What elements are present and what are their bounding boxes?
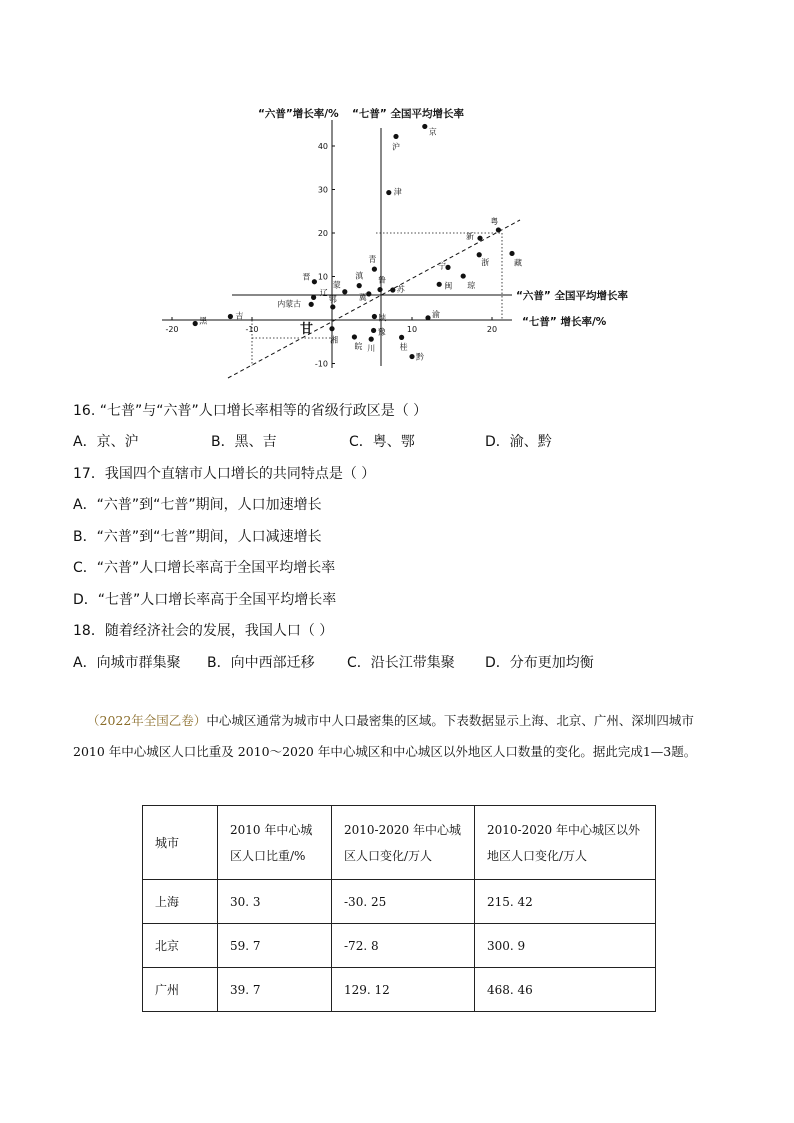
q17-option-c[interactable]: C．“六普”人口增长率高于全国平均增长率 <box>73 560 336 576</box>
table-cell: -30. 25 <box>332 880 475 924</box>
data-point <box>342 289 347 294</box>
y-tick-label: 10 <box>317 272 328 282</box>
x-tick-label: 20 <box>486 325 498 334</box>
passage <box>73 705 723 767</box>
data-point <box>445 265 450 270</box>
data-point-label: 鄂 <box>328 294 337 304</box>
header-line: 区人口变化/万人 <box>344 848 433 863</box>
data-point <box>228 314 233 319</box>
header-line: 2010 年中心城 <box>230 822 313 837</box>
passage-source: （2022年全国乙卷） <box>87 713 207 728</box>
q18-option-d[interactable]: D．分布更加均衡 <box>485 655 594 671</box>
data-point-label: 青 <box>368 255 377 265</box>
y-tick-label: 20 <box>317 229 328 238</box>
table-row <box>143 968 656 1012</box>
origin-label: 甘 <box>300 322 314 337</box>
data-point <box>477 236 482 241</box>
table-cell: 广州 <box>143 968 218 1012</box>
q17-option-d[interactable]: D．“七普”人口增长率高于全国平均增长率 <box>73 592 337 608</box>
data-point-label: 琼 <box>467 281 476 291</box>
urban-population-table <box>142 805 656 1012</box>
data-point-label: 桂 <box>399 342 408 352</box>
table-header-row <box>143 806 656 880</box>
data-point-label: 陕 <box>378 313 387 323</box>
y-tick-label: -10 <box>314 359 328 369</box>
data-point-label: 粤 <box>490 216 499 226</box>
y-axis-label: “六普”增长率/% <box>258 108 339 120</box>
table-row <box>143 880 656 924</box>
data-point-label: 京 <box>428 127 437 137</box>
data-point <box>193 321 198 326</box>
question-18-stem: 18．随着经济社会的发展，我国人口（ ） <box>73 623 334 639</box>
data-point-label: 豫 <box>377 327 386 337</box>
data-point-label: 黑 <box>199 316 208 326</box>
data-point <box>330 304 335 309</box>
equal-growth-dashed-line <box>228 220 520 378</box>
data-point-label: 皖 <box>354 341 363 351</box>
q17-option-b[interactable]: B．“六普”到“七普”期间，人口减速增长 <box>73 529 322 545</box>
x-tick-label: -20 <box>165 325 179 334</box>
data-point <box>369 337 374 342</box>
table-cell: 上海 <box>143 880 218 924</box>
q16-option-c[interactable]: C．粤、鄂 <box>349 434 415 450</box>
data-point-label: 黔 <box>416 352 424 362</box>
data-point-label: 蒙 <box>332 280 341 290</box>
data-point <box>386 190 391 195</box>
data-point <box>390 287 395 292</box>
q18-option-a[interactable]: A．向城市群集聚 <box>73 655 181 671</box>
data-point <box>422 124 427 129</box>
data-point-label: 吉 <box>235 311 244 321</box>
data-point <box>352 334 357 339</box>
x-tick-label: 10 <box>406 325 418 334</box>
data-point-label: 藏 <box>514 258 522 268</box>
data-point-label: 辽 <box>319 288 328 298</box>
data-point-label: 新 <box>466 232 474 242</box>
data-point-label: 冀 <box>358 292 367 302</box>
data-point-label: 川 <box>367 344 376 354</box>
table-cell: 468. 46 <box>475 968 656 1012</box>
q16-option-a[interactable]: A．京、沪 <box>73 434 139 450</box>
data-point <box>409 354 414 359</box>
data-point <box>509 251 514 256</box>
table-cell: 215. 42 <box>475 880 656 924</box>
data-point <box>366 291 371 296</box>
y-tick-label: 40 <box>317 142 328 151</box>
table-cell: 300. 9 <box>475 924 656 968</box>
q18-option-b[interactable]: B．向中西部迁移 <box>207 655 315 671</box>
data-point-label: 苏 <box>396 284 405 294</box>
table-header-cell <box>218 806 332 880</box>
x-axis-label: “七普” 增长率/% <box>522 316 607 328</box>
y-tick-label: 30 <box>317 185 328 195</box>
table-header-cell <box>475 806 656 880</box>
data-point <box>393 134 398 139</box>
data-point-label: 滇 <box>355 271 364 281</box>
data-point-label: 渝 <box>432 309 440 319</box>
data-point <box>311 295 316 300</box>
header-line: 2010-2020 年中心城 <box>344 822 461 837</box>
table-cell: 30. 3 <box>218 880 332 924</box>
question-17-stem: 17．我国四个直辖市人口增长的共同特点是（ ） <box>73 466 376 482</box>
data-point-label: 沪 <box>392 142 400 152</box>
chart-svg <box>150 100 650 385</box>
table-cell: 39. 7 <box>218 968 332 1012</box>
data-point <box>437 282 442 287</box>
data-point <box>477 252 482 257</box>
data-point <box>357 283 362 288</box>
data-point-label: 宁 <box>438 261 446 271</box>
data-point <box>372 267 377 272</box>
data-point-label: 内蒙古 <box>277 299 302 309</box>
header-line: 城市 <box>155 835 180 850</box>
x-tick-label: -10 <box>245 325 259 334</box>
data-point-label: 津 <box>393 187 402 197</box>
table-cell: 北京 <box>143 924 218 968</box>
header-line: 区人口比重/% <box>230 848 306 863</box>
q18-option-c[interactable]: C．沿长江带集聚 <box>347 655 455 671</box>
table-cell: 59. 7 <box>218 924 332 968</box>
data-point <box>309 302 314 307</box>
data-point-label: 晋 <box>302 272 311 282</box>
data-point <box>371 328 376 333</box>
data-point <box>461 273 466 278</box>
sixth-avg-label: “六普” 全国平均增长率 <box>516 290 628 302</box>
q16-option-b[interactable]: B．黑、吉 <box>211 434 277 450</box>
data-point-label: 闽 <box>444 281 453 291</box>
q17-option-a[interactable]: A．“六普”到“七普”期间，人口加速增长 <box>73 497 322 513</box>
data-point <box>372 314 377 319</box>
data-point <box>377 287 382 292</box>
table-header-cell <box>332 806 475 880</box>
table-row <box>143 924 656 968</box>
passage-text: 中心城区通常为城市中人口最密集的区域。下表数据显示上海、北京、广州、深圳四城市 2010 年中心城区人口比重及 2010～2020 年中心城区和中心城区以外地区人口数量的变化。据此完成1—3题。 <box>73 713 697 759</box>
table-cell: 129. 12 <box>332 968 475 1012</box>
data-point <box>312 279 317 284</box>
data-point <box>399 335 404 340</box>
table-header-cell <box>143 806 218 880</box>
table-cell: -72. 8 <box>332 924 475 968</box>
question-16-stem: 16. “七普”与“六普”人口增长率相等的省级行政区是（ ） <box>73 403 428 419</box>
data-point-label: 湘 <box>330 335 338 345</box>
data-point <box>329 326 334 331</box>
data-point <box>425 315 430 320</box>
population-growth-chart <box>150 100 650 385</box>
data-point <box>496 227 501 232</box>
data-point-label: 浙 <box>481 257 490 267</box>
q16-option-d[interactable]: D．渝、黔 <box>485 434 552 450</box>
seventh-avg-label: “七普” 全国平均增长率 <box>352 108 464 120</box>
header-line: 2010-2020 年中心城区以外 <box>487 822 640 837</box>
header-line: 地区人口变化/万人 <box>487 848 588 863</box>
data-point-label: 鲁 <box>378 275 386 285</box>
